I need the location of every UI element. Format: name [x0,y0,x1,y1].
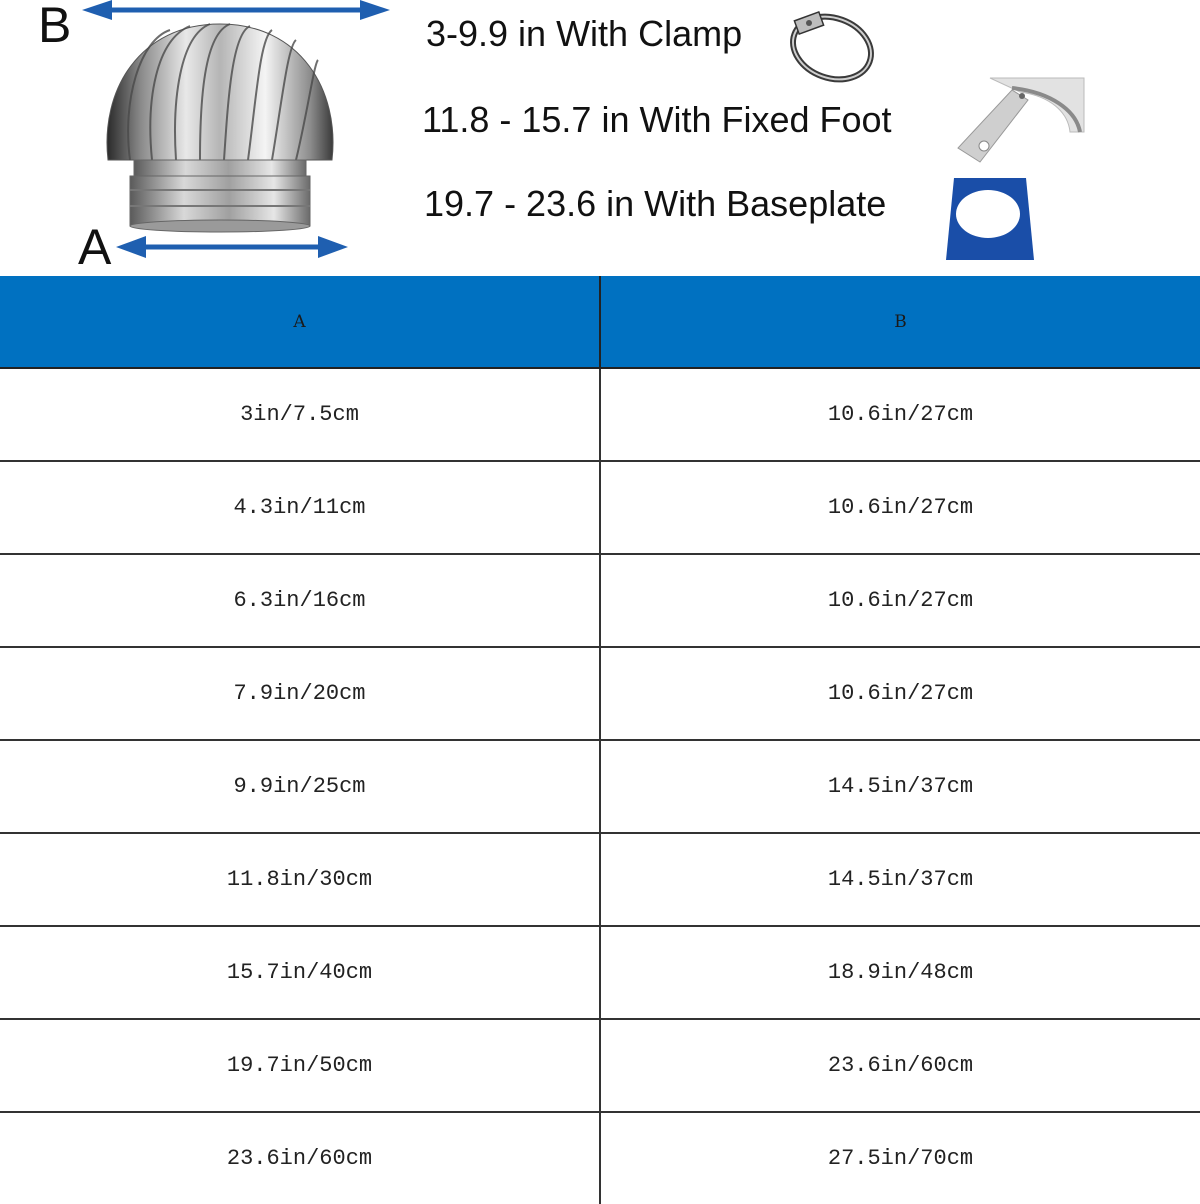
hose-clamp-icon [782,6,878,86]
cell-b: 14.5in/37cm [600,740,1200,833]
cell-b: 10.6in/27cm [600,461,1200,554]
cell-b: 10.6in/27cm [600,647,1200,740]
fixed-foot-bracket-icon [950,76,1086,166]
dimension-arrow-a [116,234,348,260]
cell-a: 23.6in/60cm [0,1112,600,1204]
dimension-arrow-b [82,0,390,22]
cell-a: 15.7in/40cm [0,926,600,1019]
cell-a: 11.8in/30cm [0,833,600,926]
cell-a: 7.9in/20cm [0,647,600,740]
dimension-label-a: A [78,219,112,275]
dimension-label-b: B [38,0,72,53]
cell-b: 14.5in/37cm [600,833,1200,926]
cell-a: 6.3in/16cm [0,554,600,647]
cell-a: 3in/7.5cm [0,368,600,461]
column-header-a: A [0,276,600,368]
cell-b: 18.9in/48cm [600,926,1200,1019]
table-row [0,554,1200,647]
table-row [0,461,1200,554]
table-header-row [0,276,1200,368]
option-fixed-foot-text: 11.8 - 15.7 in With Fixed Foot [422,99,892,140]
table-row [0,740,1200,833]
column-header-b: B [600,276,1200,368]
cell-a: 19.7in/50cm [0,1019,600,1112]
header-diagram [0,0,1200,276]
table-row [0,647,1200,740]
cell-b: 27.5in/70cm [827,1146,974,1171]
cell-a: 9.9in/25cm [0,740,600,833]
table-row [0,368,1200,461]
cell-a: 4.3in/11cm [0,461,600,554]
table-row [0,833,1200,926]
cell-b: 10.6in/27cm [600,554,1200,647]
size-table [0,276,1200,1204]
option-clamp-text: 3-9.9 in With Clamp [426,13,743,54]
cell-b: 23.6in/60cm [600,1019,1200,1112]
option-baseplate-text: 19.7 - 23.6 in With Baseplate [424,183,887,224]
baseplate-icon [942,176,1038,262]
table-row [0,926,1200,1019]
table-row [0,1019,1200,1112]
ventilator-image [100,20,340,236]
table-row [0,1112,1200,1204]
cell-b: 10.6in/27cm [600,368,1200,461]
